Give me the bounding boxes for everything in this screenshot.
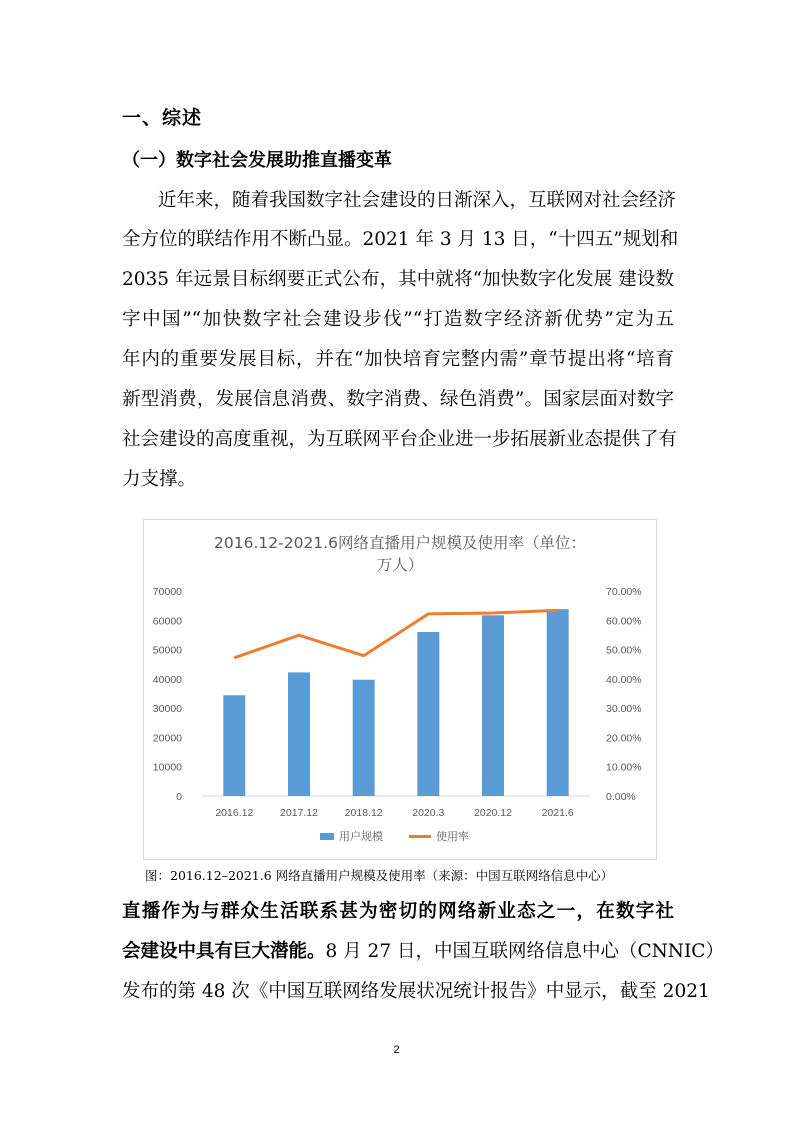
paragraph-line: 力支撑。 xyxy=(122,469,197,490)
usage-rate-point xyxy=(557,610,558,611)
figure-caption: 图：2016.12–2021.6 网络直播用户规模及使用率（来源：中国互联网络信息中心） xyxy=(145,868,614,883)
paragraph-line: 近年来，随着我国数字社会建设的日渐深入，互联网对社会经济 xyxy=(158,190,677,211)
paragraph-line: 年内的重要发展目标，并在“加快培育完整内需”章节提出将“培育 xyxy=(122,349,674,370)
combo-chart xyxy=(144,520,656,859)
usage-rate-point xyxy=(493,612,494,613)
paragraph-line: 全方位的联结作用不断凸显。2021 年 3 月 13 日，“十四五”规划和 xyxy=(122,229,679,250)
x-axis-category-label: 2021.6 xyxy=(541,807,574,819)
section-heading: 一、综述 xyxy=(122,107,203,129)
paragraph-line: 社会建设的高度重视，为互联网平台企业进一步拓展新业态提供了有 xyxy=(122,429,678,450)
left-axis-tick-label: 70000 xyxy=(152,586,182,598)
legend-label-usage-rate: 使用率 xyxy=(436,830,469,843)
bar-user-scale xyxy=(223,695,245,796)
paragraph-line xyxy=(122,940,724,964)
right-axis-tick-label: 10.00% xyxy=(606,761,642,774)
bar-user-scale xyxy=(482,615,504,796)
left-axis-tick-label: 60000 xyxy=(152,615,182,628)
usage-rate-point xyxy=(363,655,364,656)
usage-rate-point xyxy=(234,657,235,658)
x-axis-category-label: 2018.12 xyxy=(344,807,383,819)
left-axis-tick-label: 50000 xyxy=(152,644,182,657)
left-axis-tick-label: 10000 xyxy=(152,761,182,774)
bar-user-scale xyxy=(353,680,375,796)
usage-rate-point xyxy=(428,613,429,614)
chart-title-line2: 万人） xyxy=(376,556,424,574)
line-usage-rate xyxy=(234,610,557,657)
bar-user-scale xyxy=(417,632,439,796)
right-axis-tick-label: 30.00% xyxy=(606,703,642,716)
left-axis-tick-label: 30000 xyxy=(152,703,182,716)
paragraph-line: 新型消费，发展信息消费、数字消费、绿色消费”。国家层面对数字 xyxy=(122,389,674,410)
chart-container xyxy=(143,519,657,860)
x-axis-category-label: 2017.12 xyxy=(280,807,318,819)
right-axis-tick-label: 0.00% xyxy=(606,791,636,803)
bold-phrase: 会建设中具有巨大潜能。 xyxy=(122,941,326,962)
x-axis-category-label: 2020.3 xyxy=(412,807,445,819)
paragraph-line: 发布的第 48 次《中国互联网络发展状况统计报告》中显示，截至 2021 xyxy=(122,981,710,1002)
x-axis-category-label: 2016.12 xyxy=(215,807,254,819)
right-axis-tick-label: 60.00% xyxy=(606,615,642,628)
chart-title-line1: 2016.12-2021.6网络直播用户规模及使用率（单位： xyxy=(214,534,586,552)
text-phrase: 8 月 27 日，中国互联网络信息中心（CNNIC） xyxy=(325,941,724,962)
right-axis-tick-label: 20.00% xyxy=(606,732,642,745)
bar-user-scale xyxy=(547,609,569,796)
legend-swatch-user-scale xyxy=(320,833,334,840)
bar-user-scale xyxy=(288,672,310,796)
x-axis-category-label: 2020.12 xyxy=(474,807,512,819)
usage-rate-point xyxy=(299,635,300,636)
paragraph-line: 2035 年远景目标纲要正式公布，其中就将“加快数字化发展 建设数 xyxy=(122,269,674,290)
subsection-heading: （一）数字社会发展助推直播变革 xyxy=(122,150,392,171)
legend-label-user-scale: 用户规模 xyxy=(339,830,383,843)
page-number: 2 xyxy=(393,1044,400,1056)
paragraph-line-bold: 直播作为与群众生活联系甚为密切的网络新业态之一，在数字社 xyxy=(122,901,674,922)
right-axis-tick-label: 70.00% xyxy=(606,586,642,598)
left-axis-tick-label: 0 xyxy=(176,791,182,803)
left-axis-tick-label: 40000 xyxy=(152,673,182,686)
right-axis-tick-label: 50.00% xyxy=(606,644,642,657)
left-axis-tick-label: 20000 xyxy=(152,732,182,745)
paragraph-line: 字中国”“加快数字社会建设步伐”“打造数字经济新优势”定为五 xyxy=(122,309,674,330)
right-axis-tick-label: 40.00% xyxy=(606,673,642,686)
